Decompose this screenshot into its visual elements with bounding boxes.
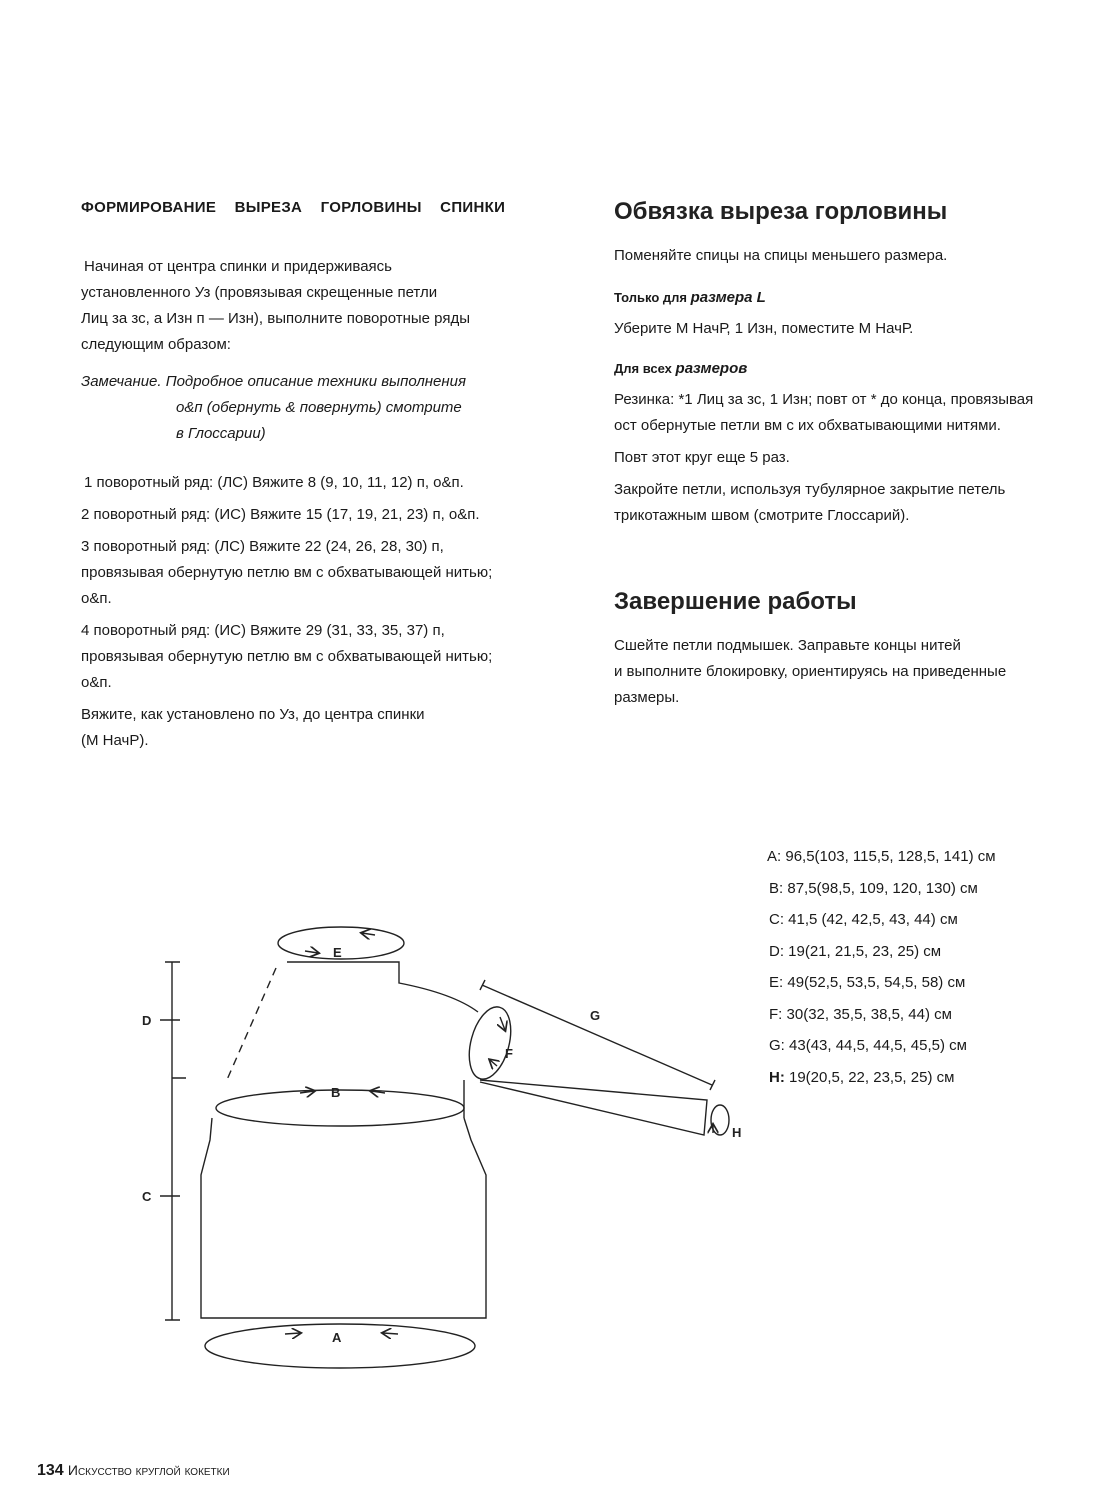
measurement-e: E: 49(52,5, 53,5, 54,5, 58) см: [769, 974, 966, 991]
finishing-line: размеры.: [614, 689, 680, 706]
row-4: 4 поворотный ряд: (ИС) Вяжите 29 (31, 33, 35, 37) п,: [81, 622, 445, 639]
only-size-l-heading: Только для размера L: [614, 289, 766, 306]
label-h: H: [732, 1125, 742, 1140]
rib-line: ост обернутые петли вм с их обхватывающими нитями.: [614, 417, 1001, 434]
label-g: G: [590, 1008, 601, 1023]
label-e: E: [333, 945, 342, 960]
section-heading-back-neck: ФОРМИРОВАНИЕ ВЫРЕЗА ГОРЛОВИНЫ СПИНКИ: [81, 199, 506, 216]
intro-line: Начиная от центра спинки и придерживаясь: [84, 258, 392, 275]
page-number: 134: [37, 1462, 64, 1479]
row-3: о&п.: [81, 590, 112, 607]
repeat-line: Повт этот круг еще 5 раз.: [614, 449, 790, 466]
finishing-line: и выполните блокировку, ориентируясь на приведенные: [614, 663, 1007, 680]
only-size-l-text: Уберите М НачР, 1 Изн, поместите М НачР.: [614, 320, 914, 337]
note-line: в Глоссарии): [176, 425, 266, 442]
measurement-h: H: 19(20,5, 22, 23,5, 25) см: [769, 1068, 955, 1086]
neck-band-title: Обвязка выреза горловины: [614, 198, 948, 225]
finishing-title: Завершение работы: [614, 588, 857, 615]
row-4: о&п.: [81, 674, 112, 691]
measurement-d: D: 19(21, 21,5, 23, 25) см: [769, 942, 942, 960]
label-f: F: [505, 1046, 513, 1061]
page-footer: [37, 1462, 230, 1480]
intro-line: следующим образом:: [81, 336, 231, 353]
finishing-line: Сшейте петли подмышек. Заправьте концы нитей: [614, 637, 961, 654]
note-line: о&п (обернуть & повернуть) смотрите: [176, 399, 462, 416]
row-4: провязывая обернутую петлю вм с обхватывающей нитью;: [81, 648, 493, 665]
label-a: A: [332, 1330, 342, 1345]
armhole-ellipse: [462, 1002, 518, 1083]
row-1: 1 поворотный ряд: (ЛС) Вяжите 8 (9, 10, 11, 12) п, о&п.: [84, 474, 464, 491]
row-3: 3 поворотный ряд: (ЛС) Вяжите 22 (24, 26, 28, 30) п,: [81, 538, 444, 555]
neck-dashed-line: [226, 968, 276, 1082]
label-d: D: [142, 1013, 152, 1028]
measurement-f: F: 30(32, 35,5, 38,5, 44) см: [769, 1005, 952, 1023]
sleeve-outline: [464, 1080, 707, 1135]
label-b: B: [331, 1085, 341, 1100]
measurement-b: B: 87,5(98,5, 109, 120, 130) см: [769, 879, 978, 897]
measurement-a: A: 96,5(103, 115,5, 128,5, 141) см: [767, 848, 996, 865]
intro-line: установленного Уз (провязывая скрещенные петли: [81, 284, 438, 301]
row-5: (М НачР).: [81, 732, 149, 749]
neck-band-p1: Поменяйте спицы на спицы меньшего размера.: [614, 247, 948, 264]
yoke-outline: [287, 962, 478, 1012]
row-2: 2 поворотный ряд: (ИС) Вяжите 15 (17, 19, 21, 23) п, о&п.: [81, 506, 480, 523]
measurement-c: C: 41,5 (42, 42,5, 43, 44) см: [769, 911, 958, 928]
bind-off-line: трикотажным швом (смотрите Глоссарий).: [614, 507, 910, 524]
label-c: C: [142, 1189, 152, 1204]
measurement-g: G: 43(43, 44,5, 44,5, 45,5) см: [769, 1037, 967, 1054]
book-title: Искусство круглой кокетки: [67, 1462, 230, 1478]
note-line: Замечание. Подробное описание техники выполнения: [81, 373, 466, 390]
body-outline: [201, 1118, 486, 1318]
intro-line: Лиц за зс, а Изн п — Изн), выполните поворотные ряды: [81, 310, 471, 327]
bind-off-line: Закройте петли, используя тубулярное закрытие петель: [614, 481, 1006, 498]
row-3: провязывая обернутую петлю вм с обхватывающей нитью;: [81, 564, 493, 581]
rib-line: Резинка: *1 Лиц за зс, 1 Изн; повт от * до конца, провязывая: [614, 391, 1034, 408]
row-5: Вяжите, как установлено по Уз, до центра спинки: [81, 706, 425, 723]
all-sizes-heading: Для всех размеров: [614, 360, 748, 377]
sleeve-length-line: [482, 985, 712, 1085]
